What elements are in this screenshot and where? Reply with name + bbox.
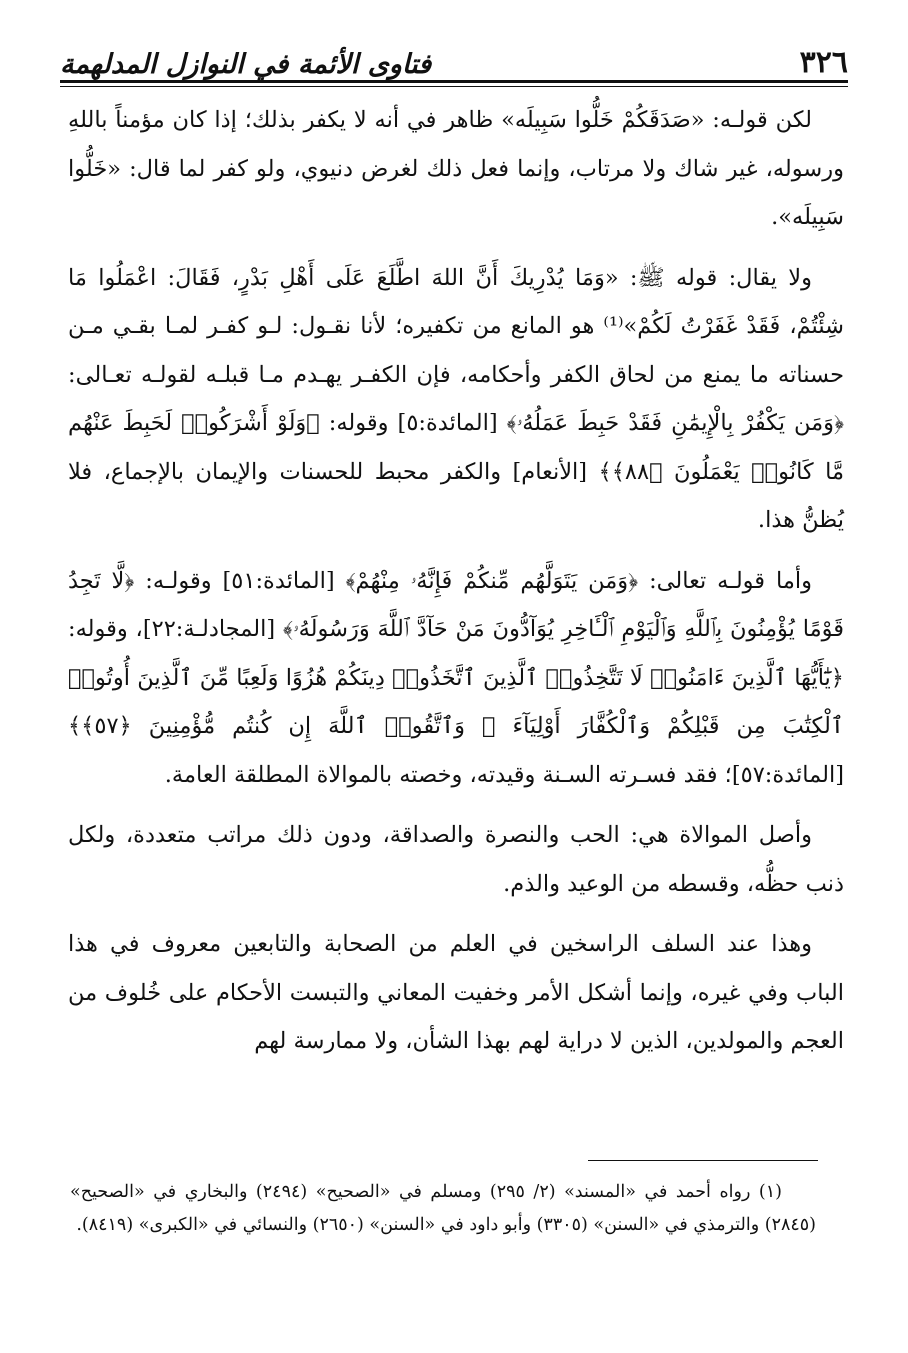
page-number: ٣٢٦ [799, 45, 848, 80]
paragraph: وأصل الموالاة هي: الحب والنصرة والصداقة، ودون ذلك مراتب متعددة، ولكل ذنب حظُّه، وقسطه من الوعيد والذم. [68, 822, 844, 897]
page-header [60, 22, 848, 80]
footnotes [70, 1176, 816, 1242]
main-text [68, 96, 844, 1078]
header-rule [60, 80, 848, 83]
footnote-1: (١) رواه أحمد في «المسند» (٢/ ٢٩٥) ومسلم في «الصحيح» (٢٤٩٤) والبخاري في «الصحيح» (٢٨٤٥) والترمذي في «السنن» (٣٣٠٥) وأبو داود في «السنن» (٢٦٥٠) والنسائي في «الكبرى» (٨٤١٩). [70, 1182, 816, 1235]
book-title: فتاوى الأئمة في النوازل المدلهمة [60, 49, 432, 80]
paragraph: وهذا عند السلف الراسخين في العلم من الصحابة والتابعين معروف في هذا الباب وفي غيره، وإنما أشكل الأمر وخفيت المعاني والتبست الأحكام على خُلوف من العجم والمولدين، الذين لا دراية لهم بهذا الشأن، ولا ممارسة لهم [68, 931, 844, 1054]
paragraph: ولا يقال: قوله ﷺ: «وَمَا يُدْرِيكَ أَنَّ اللهَ اطَّلَعَ عَلَى أَهْلِ بَدْرٍ، فَقَالَ: اعْمَلُوا مَا شِئْتُمْ، فَقَدْ غَفَرْتُ لَكُمْ»⁽¹⁾ هو المانع من تكفيره؛ لأنا نقـول: لـو كفـر لمـا بقـي مـن حسناته ما يمنع من لحاق الكفر وأحكامه، فإن الكفـر يهـدم مـا قبلـه لقولـه تعـالى: ﴿وَمَن يَكْفُرْ بِالْإِيمَٰنِ فَقَدْ حَبِطَ عَمَلُهُۥ﴾ [المائدة:٥] وقوله: ﴿وَلَوْ أَشْرَكُوا۟ لَحَبِطَ عَنْهُم مَّا كَانُوا۟ يَعْمَلُونَ ﴿٨٨﴾﴾ [الأنعام] والكفر محبط للحسنات والإيمان بالإجماع، فلا يُظنُّ هذا. [68, 264, 844, 533]
footnote-separator [588, 1160, 818, 1161]
header-rule-thin [60, 86, 848, 87]
paragraph: وأما قولـه تعالى: ﴿وَمَن يَتَوَلَّهُم مِّنكُمْ فَإِنَّهُۥ مِنْهُمْ﴾ [المائدة:٥١] وقولـه: ﴿لَّا تَجِدُ قَوْمًا يُؤْمِنُونَ بِٱللَّهِ وَٱلْيَوْمِ ٱلْـَٔاخِرِ يُوَآدُّونَ مَنْ حَآدَّ ٱللَّهَ وَرَسُولَهُۥ﴾ [المجادلـة:٢٢]، وقوله: ﴿يَٰٓأَيُّهَا ٱلَّذِينَ ءَامَنُوا۟ لَا تَتَّخِذُوا۟ ٱلَّذِينَ ٱتَّخَذُوا۟ دِينَكُمْ هُزُوًا وَلَعِبًا مِّنَ ٱلَّذِينَ أُوتُوا۟ ٱلْكِتَٰبَ مِن قَبْلِكُمْ وَٱلْكُفَّارَ أَوْلِيَآءَ ۚ وَٱتَّقُوا۟ ٱللَّهَ إِن كُنتُم مُّؤْمِنِينَ ﴿٥٧﴾﴾ [المائدة:٥٧]؛ فقد فسـرته السـنة وقيدته، وخصته بالموالاة المطلقة العامة. [68, 567, 845, 788]
paragraph: لكن قولـه: «صَدَقَكُمْ خَلُّوا سَبِيلَه» ظاهر في أنه لا يكفر بذلك؛ إذا كان مؤمناً باللهِ ورسوله، غير شاك ولا مرتاب، وإنما فعل ذلك لغرض دنيوي، ولو كفر لما قال: «خَلُّوا سَبِيلَه». [68, 107, 844, 230]
